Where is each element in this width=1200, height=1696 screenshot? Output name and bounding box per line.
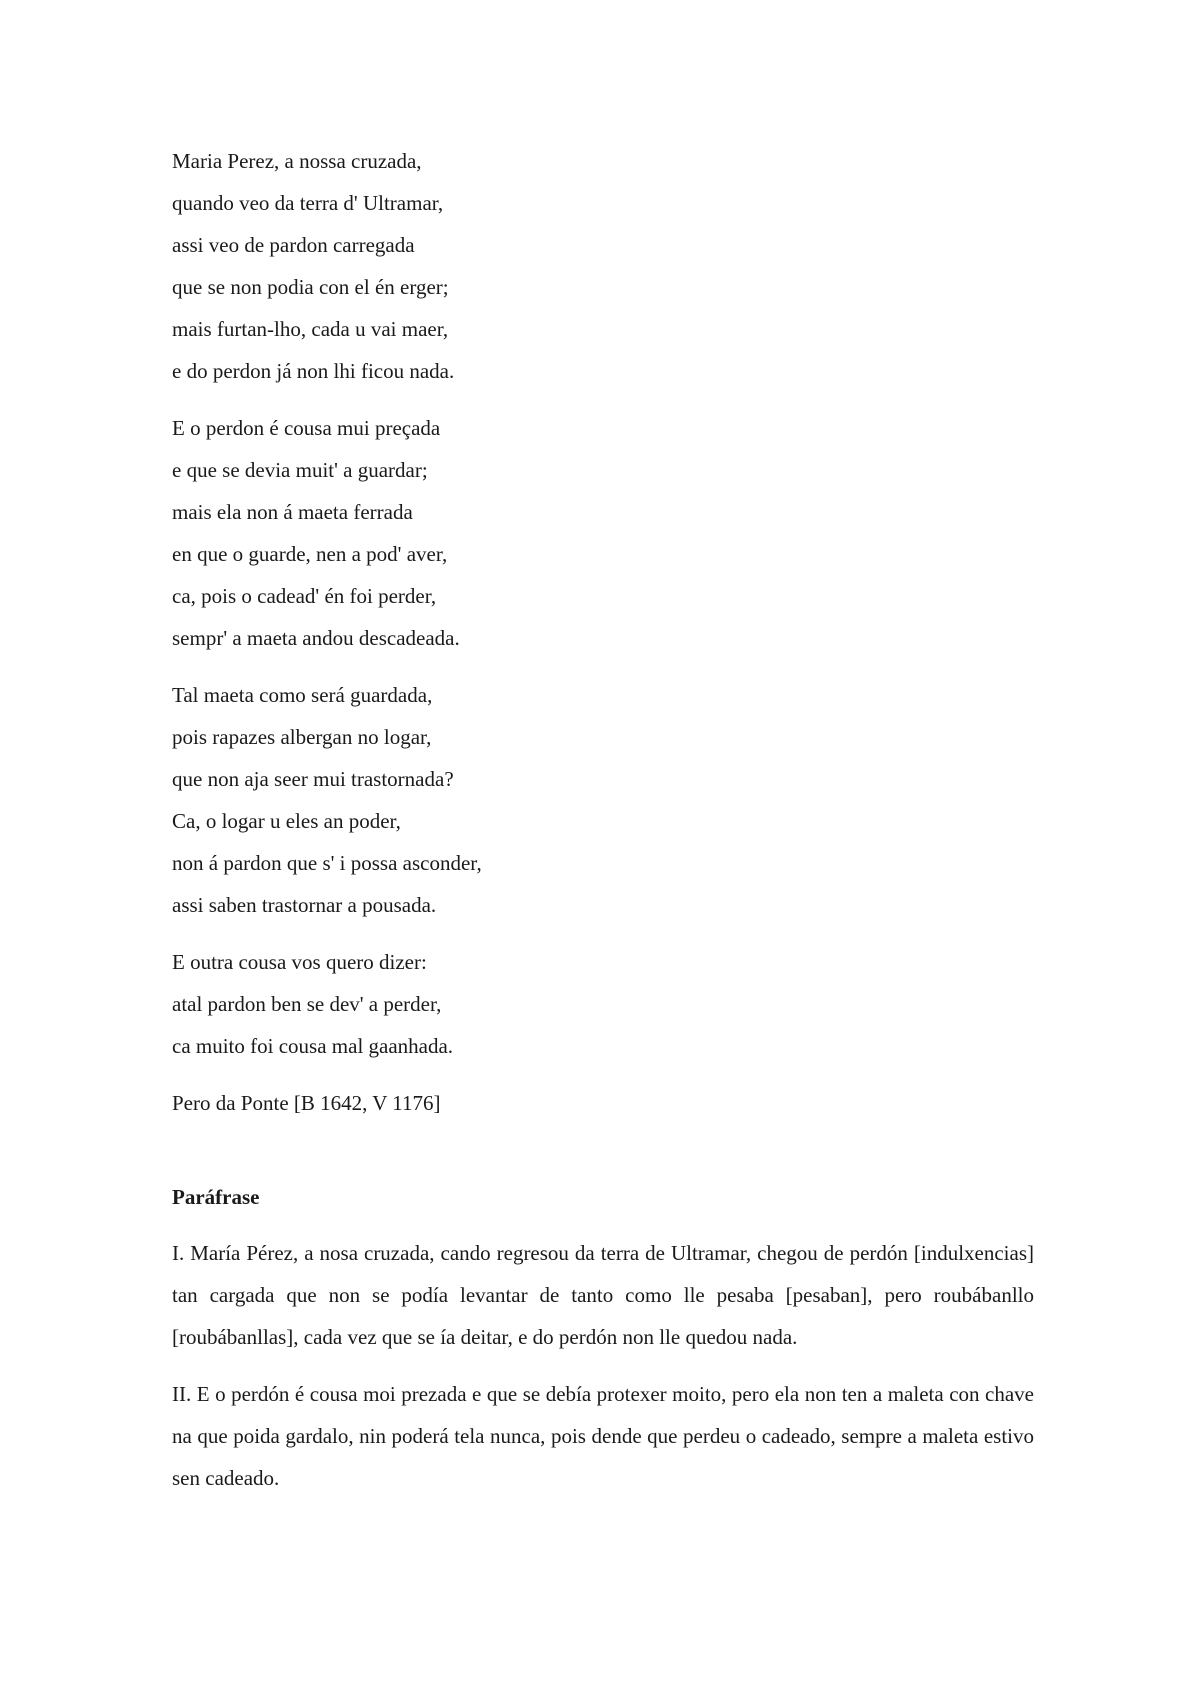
paraphrase-paragraph-1: I. María Pérez, a nosa cruzada, cando regresou da terra de Ultramar, chegou de perdón [indulxencias] tan cargada que non se podía levantar de tanto como lle pesaba [pesaban], pero roubábanllo [roubábanllas], cada vez que se ía deitar, e do perdón non lle quedou nada. — [172, 1241, 1034, 1349]
poem-stanza-3 — [172, 674, 1034, 926]
poem-line: mais furtan-lho, cada u vai maer, — [172, 317, 449, 341]
paraphrase-body — [172, 1232, 1034, 1514]
poem-line: atal pardon ben se dev' a perder, — [172, 992, 442, 1016]
poem — [172, 140, 1034, 1124]
document-page — [172, 140, 1034, 1490]
poem-line: assi veo de pardon carregada — [172, 233, 415, 257]
poem-line: que non aja seer mui trastornada? — [172, 767, 454, 791]
poem-line: assi saben trastornar a pousada. — [172, 893, 437, 917]
poem-line: ca muito foi cousa mal gaanhada. — [172, 1034, 454, 1058]
poem-attribution: Pero da Ponte [B 1642, V 1176] — [172, 1091, 441, 1115]
poem-line: E outra cousa vos quero dizer: — [172, 950, 427, 974]
poem-line: quando veo da terra d' Ultramar, — [172, 191, 444, 215]
paraphrase-paragraph-2: II. E o perdón é cousa moi prezada e que se debía protexer moito, pero ela non ten a maleta con chave na que poida gardalo, nin poderá tela nunca, pois dende que perdeu o cadeado, sempre a maleta estivo sen cadeado. — [172, 1382, 1034, 1490]
poem-line: sempr' a maeta andou descadeada. — [172, 626, 460, 650]
poem-line: E o perdon é cousa mui preçada — [172, 416, 441, 440]
poem-line: en que o guarde, nen a pod' aver, — [172, 542, 448, 566]
poem-line: Ca, o logar u eles an poder, — [172, 809, 401, 833]
poem-stanza-2 — [172, 407, 1034, 659]
poem-line: ca, pois o cadead' én foi perder, — [172, 584, 437, 608]
poem-line: pois rapazes albergan no logar, — [172, 725, 432, 749]
poem-stanza-4 — [172, 941, 1034, 1067]
poem-line: Tal maeta como será guardada, — [172, 683, 433, 707]
poem-line: que se non podia con el én erger; — [172, 275, 449, 299]
poem-line: non á pardon que s' i possa asconder, — [172, 851, 482, 875]
poem-line: e que se devia muit' a guardar; — [172, 458, 428, 482]
poem-stanza-1 — [172, 140, 1034, 392]
poem-line: Maria Perez, a nossa cruzada, — [172, 149, 422, 173]
poem-line: e do perdon já non lhi ficou nada. — [172, 359, 455, 383]
poem-line: mais ela non á maeta ferrada — [172, 500, 413, 524]
paraphrase-heading: Paráfrase — [172, 1185, 260, 1209]
